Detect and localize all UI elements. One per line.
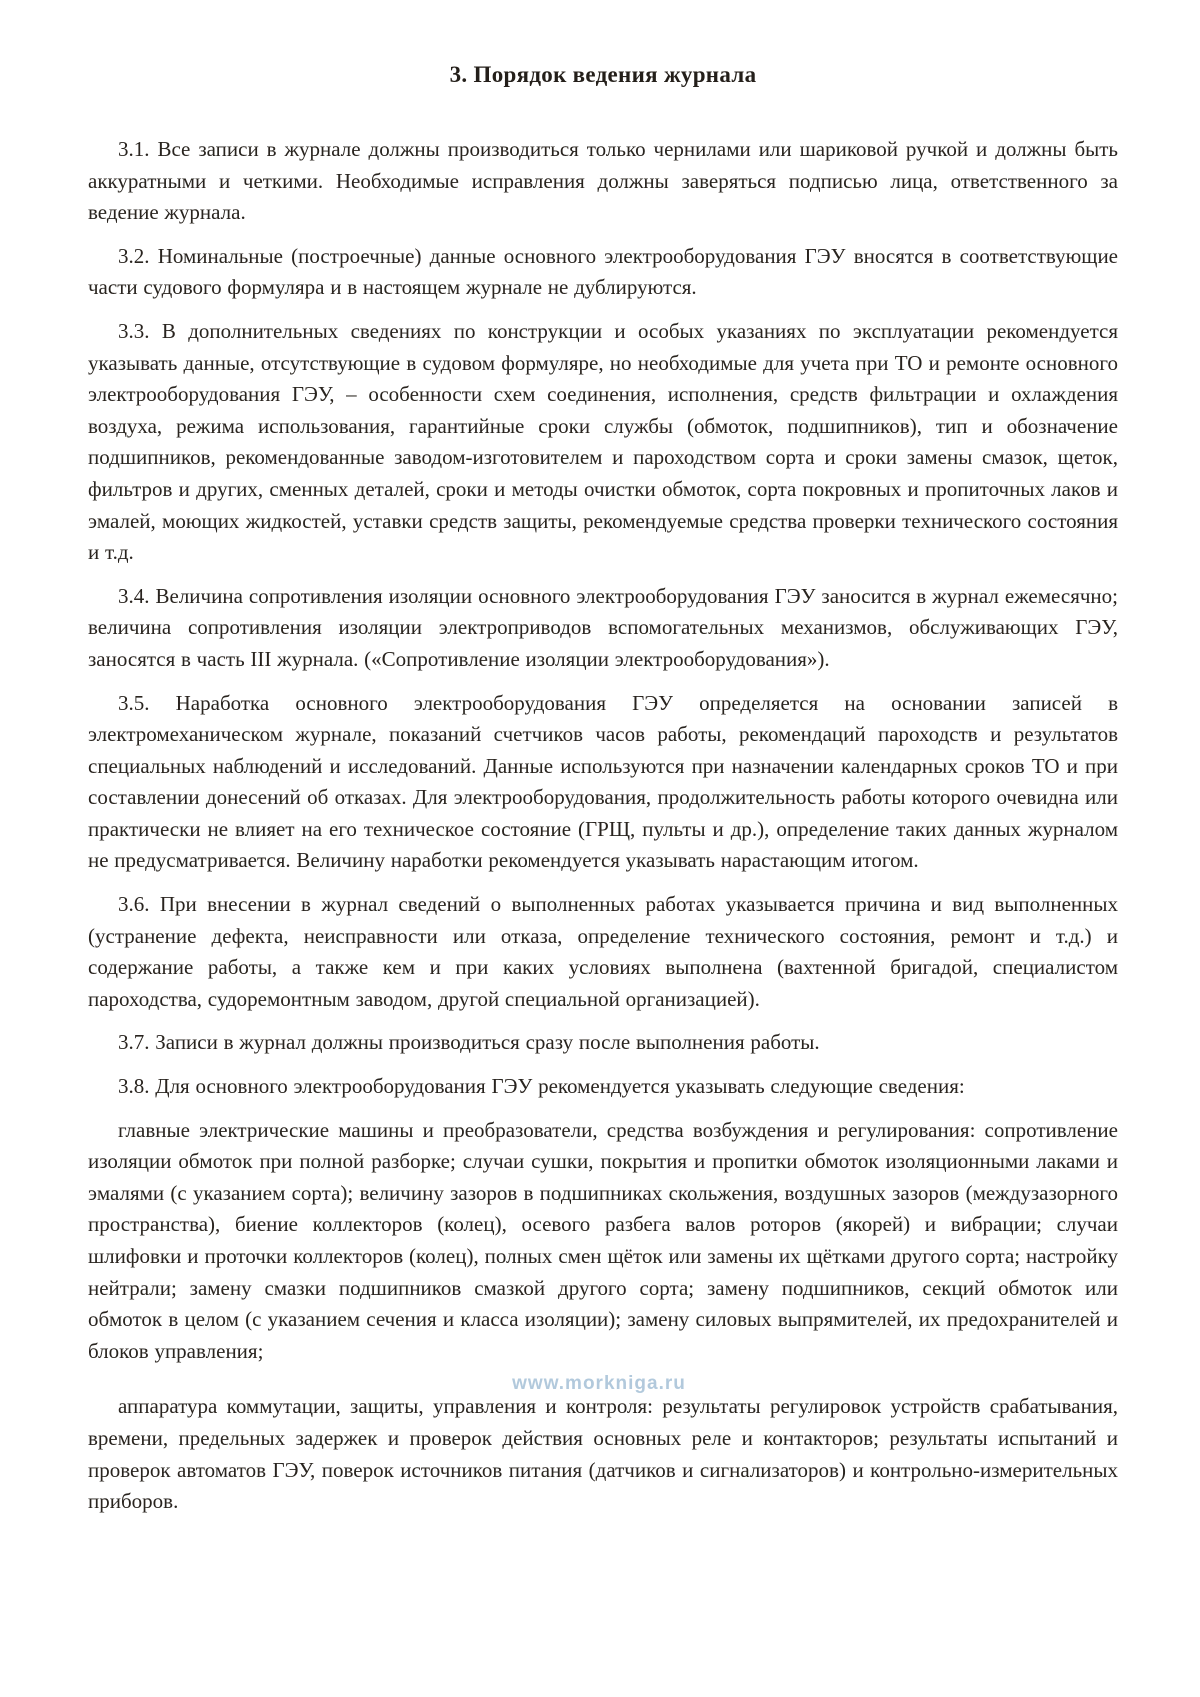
paragraph-3-2: 3.2. Номинальные (построечные) данные основного электрооборудования ГЭУ вносятся в соответствующие части судового формуляра и в настоящем журнале не дублируются. <box>88 243 1118 300</box>
watermark-row <box>88 1373 1118 1395</box>
paragraph-3-4: 3.4. Величина сопротивления изоляции основного электрооборудования ГЭУ заносится в журнал ежемесячно; величина сопротивления изоляции электроприводов вспомогательных механизмов, обслуживающих ГЭУ, заносятся в часть III журнала. («Сопротивление изоляции электрооборудования»). <box>88 583 1118 671</box>
watermark-text: www.morkniga.ru <box>512 1373 686 1395</box>
paragraph-3-8: 3.8. Для основного электрооборудования ГЭУ рекомендуется указывать следующие сведения: <box>118 1074 965 1099</box>
paragraph-3-6: 3.6. При внесении в журнал сведений о выполненных работах указывается причина и вид выполненных (устранение дефекта, неисправности или отказа, определение технического состояния, ремонт и т.д.) и содержание работы, а также кем и при каких условиях выполнена (вахтенной бригадой, специалистом пароходства, судоремонтным заводом, другой специальной организацией). <box>88 892 1118 1011</box>
paragraph-3-8-machines: главные электрические машины и преобразователи, средства возбуждения и регулирования: сопротивление изоляции обмоток при полной разборке; случаи сушки, покрытия и пропитки обмоток изоляционными лаками и эмалями (с указанием сорта); величину зазоров в подшипниках скольжения, воздушных зазоров (междузазорного пространства), биение коллекторов (колец), осевого разбега валов роторов (якорей) и вибрации; случаи шлифовки и проточки коллекторов (колец), полных смен щёток или замены их щётками другого сорта; настройку нейтрали; замену смазки подшипников смазкой другого сорта; замену подшипников, секций обмоток или обмоток в целом (с указанием сечения и класса изоляции); замену силовых выпрямителей, их предохранителей и блоков управления; <box>88 1117 1118 1363</box>
page-title: 3. Порядок ведения журнала <box>449 62 757 87</box>
paragraph-3-5: 3.5. Наработка основного электрооборудования ГЭУ определяется на основании записей в электромеханическом журнале, показаний счетчиков часов работы, рекомендаций пароходств и результатов специальных наблюдений и исследований. Данные используются при назначении календарных сроков ТО и при составлении донесений об отказах. Для электрооборудования, продолжительность работы которого очевидна или практически не влияет на его техническое состояние (ГРЩ, пульты и др.), определение таких данных журналом не предусматривается. Величину наработки рекомендуется указывать нарастающим итогом. <box>88 690 1118 873</box>
paragraph-3-8-apparatus: аппаратура коммутации, защиты, управления и контроля: результаты регулировок устройств срабатывания, времени, предельных задержек и проверок действия основных реле и контакторов; результаты испытаний и проверок автоматов ГЭУ, поверок источников питания (датчиков и сигнализаторов) и контрольно-измерительных приборов. <box>88 1394 1118 1514</box>
paragraph-3-1: 3.1. Все записи в журнале должны производиться только чернилами или шариковой ручкой и должны быть аккуратными и четкими. Необходимые исправления должны заверяться подписью лица, ответственного за ведение журнала. <box>88 137 1118 225</box>
paragraph-3-3: 3.3. В дополнительных сведениях по конструкции и особых указаниях по эксплуатации рекомендуется указывать данные, отсутствующие в судовом формуляре, но необходимые для учета при ТО и ремонте основного электрооборудования ГЭУ, – особенности схем соединения, исполнения, средств фильтрации и охлаждения воздуха, режима использования, гарантийные сроки службы (обмоток, подшипников), тип и обозначение подшипников, рекомендованные заводом-изготовителем и пароходством сорта и сроки замены смазок, щеток, фильтров и других, сменных деталей, сроки и методы очистки обмоток, сорта покровных и пропиточных лаков и эмалей, моющих жидкостей, уставки средств защиты, рекомендуемые средства проверки технического состояния и т.д. <box>88 318 1118 565</box>
paragraph-3-7: 3.7. Записи в журнал должны производиться сразу после выполнения работы. <box>118 1030 820 1055</box>
